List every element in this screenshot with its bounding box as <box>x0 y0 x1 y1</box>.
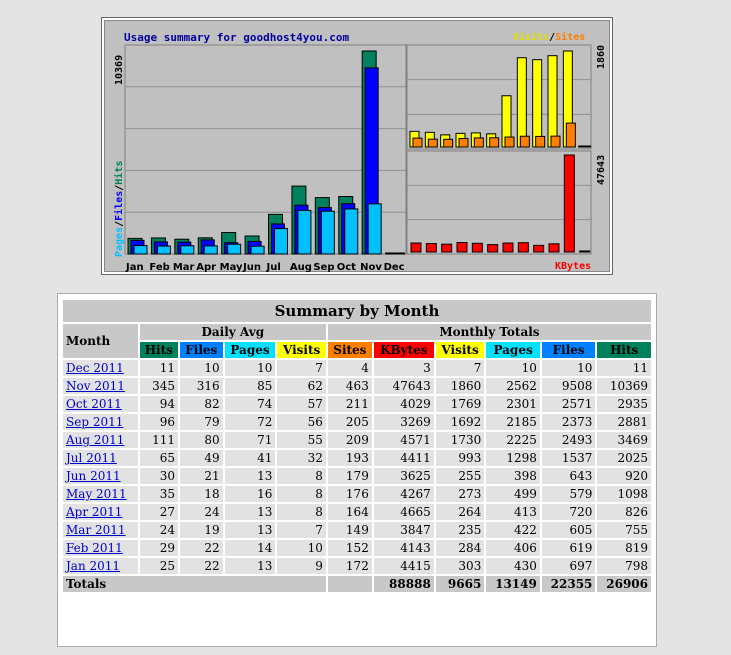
value-cell: 80 <box>180 432 223 448</box>
sites-bar <box>520 136 529 147</box>
value-cell: 1860 <box>436 378 485 394</box>
legend-sep: / <box>114 184 125 191</box>
sites-bar <box>505 137 514 147</box>
value-cell: 3269 <box>374 414 434 430</box>
value-cell: 2185 <box>486 414 540 430</box>
value-cell: 3847 <box>374 522 434 538</box>
value-cell: 316 <box>180 378 223 394</box>
value-cell: 71 <box>225 432 276 448</box>
value-cell: 463 <box>328 378 372 394</box>
value-cell: 10 <box>542 360 596 376</box>
value-cell: 4029 <box>374 396 434 412</box>
value-cell: 1537 <box>542 450 596 466</box>
table-row <box>63 558 651 574</box>
pages-bar <box>204 246 217 254</box>
value-cell: 4665 <box>374 504 434 520</box>
pages-bar <box>134 246 147 254</box>
column-header-hits-monthly: Hits <box>597 342 651 358</box>
left-max-label: 10369 <box>114 54 125 85</box>
pages-bar <box>345 209 358 254</box>
sites-bar <box>582 146 591 147</box>
value-cell: 993 <box>436 450 485 466</box>
month-tick-label: Mar <box>172 262 195 273</box>
value-cell: 72 <box>225 414 276 430</box>
visits-bar <box>533 60 542 147</box>
pages-bar <box>321 211 334 254</box>
month-link[interactable]: Mar 2011 <box>66 523 126 537</box>
value-cell: 826 <box>597 504 651 520</box>
pages-bar <box>228 244 241 254</box>
graph-title: Usage summary for goodhost4you.com <box>124 31 350 44</box>
value-cell: 13 <box>225 504 276 520</box>
value-cell: 82 <box>180 396 223 412</box>
month-link[interactable]: Apr 2011 <box>66 505 123 519</box>
month-link[interactable]: Nov 2011 <box>66 379 125 393</box>
legend-pages: Pages <box>114 226 125 257</box>
value-cell: 11 <box>597 360 651 376</box>
value-cell: 19 <box>180 522 223 538</box>
value-cell: 10369 <box>597 378 651 394</box>
value-cell: 619 <box>542 540 596 556</box>
kbytes-bar <box>457 243 467 252</box>
value-cell: 2935 <box>597 396 651 412</box>
totals-sites-blank <box>328 576 372 592</box>
value-cell: 27 <box>140 504 178 520</box>
value-cell: 25 <box>140 558 178 574</box>
month-link[interactable]: Jul 2011 <box>66 451 117 465</box>
value-cell: 13 <box>225 522 276 538</box>
month-link[interactable]: May 2011 <box>66 487 127 501</box>
kbytes-bar <box>442 244 452 252</box>
value-cell: 4571 <box>374 432 434 448</box>
value-cell: 176 <box>328 486 372 502</box>
value-cell: 7 <box>277 360 326 376</box>
totals-cell: 9665 <box>436 576 485 592</box>
table-row <box>63 522 651 538</box>
sites-bar <box>474 138 483 147</box>
value-cell: 9508 <box>542 378 596 394</box>
month-link[interactable]: Jun 2011 <box>66 469 121 483</box>
sites-bar <box>459 139 468 147</box>
monthly-totals-header: Monthly Totals <box>328 324 651 340</box>
value-cell: 345 <box>140 378 178 394</box>
value-cell: 2493 <box>542 432 596 448</box>
value-cell: 111 <box>140 432 178 448</box>
value-cell: 29 <box>140 540 178 556</box>
column-header-pages-daily: Pages <box>225 342 276 358</box>
month-tick-label: Sep <box>313 262 335 273</box>
pages-bar <box>275 229 288 254</box>
month-tick-label: Apr <box>196 262 217 273</box>
table-row <box>63 432 651 448</box>
value-cell: 264 <box>436 504 485 520</box>
daily-avg-header: Daily Avg <box>140 324 326 340</box>
month-cell <box>63 504 138 520</box>
table-row <box>63 486 651 502</box>
value-cell: 8 <box>277 504 326 520</box>
month-cell <box>63 432 138 448</box>
sites-bar <box>566 123 575 147</box>
value-cell: 819 <box>597 540 651 556</box>
value-cell: 697 <box>542 558 596 574</box>
table-row <box>63 414 651 430</box>
value-cell: 755 <box>597 522 651 538</box>
value-cell: 430 <box>486 558 540 574</box>
value-cell: 413 <box>486 504 540 520</box>
value-cell: 4143 <box>374 540 434 556</box>
value-cell: 49 <box>180 450 223 466</box>
summary-table <box>61 298 653 594</box>
usage-graph-panel <box>104 20 610 272</box>
value-cell: 8 <box>277 486 326 502</box>
month-link[interactable]: Dec 2011 <box>66 361 124 375</box>
value-cell: 920 <box>597 468 651 484</box>
legend-sep: / <box>549 32 556 43</box>
value-cell: 643 <box>542 468 596 484</box>
value-cell: 65 <box>140 450 178 466</box>
value-cell: 10 <box>277 540 326 556</box>
value-cell: 2373 <box>542 414 596 430</box>
value-cell: 2025 <box>597 450 651 466</box>
totals-label: Totals <box>63 576 326 592</box>
month-cell <box>63 468 138 484</box>
value-cell: 211 <box>328 396 372 412</box>
usage-graph-svg <box>105 21 611 273</box>
legend-sites: Sites <box>555 32 586 43</box>
usage-graph <box>101 17 613 275</box>
value-cell: 179 <box>328 468 372 484</box>
value-cell: 11 <box>140 360 178 376</box>
summary-by-month-panel <box>57 293 657 647</box>
value-cell: 14 <box>225 540 276 556</box>
value-cell: 149 <box>328 522 372 538</box>
legend-kbytes: KBytes <box>555 261 592 272</box>
month-tick-label: May <box>219 262 243 273</box>
visits-bar <box>548 56 557 147</box>
value-cell: 62 <box>277 378 326 394</box>
value-cell: 4267 <box>374 486 434 502</box>
totals-cell: 88888 <box>374 576 434 592</box>
kbytes-bar <box>472 243 482 252</box>
value-cell: 579 <box>542 486 596 502</box>
kbytes-bar <box>564 155 574 252</box>
table-title: Summary by Month <box>63 300 651 322</box>
value-cell: 16 <box>225 486 276 502</box>
right-bottom-max-label: 47643 <box>596 154 607 185</box>
sites-bar <box>428 139 437 147</box>
value-cell: 499 <box>486 486 540 502</box>
value-cell: 24 <box>180 504 223 520</box>
visits-bar <box>517 58 526 147</box>
value-cell: 209 <box>328 432 372 448</box>
pages-bar <box>157 246 170 254</box>
totals-cell: 13149 <box>486 576 540 592</box>
value-cell: 32 <box>277 450 326 466</box>
left-legend <box>114 161 125 257</box>
kbytes-bar <box>426 244 436 252</box>
month-tick-label: Jul <box>266 262 281 273</box>
value-cell: 2225 <box>486 432 540 448</box>
value-cell: 10 <box>180 360 223 376</box>
month-tick-label: Nov <box>360 262 382 273</box>
value-cell: 605 <box>542 522 596 538</box>
month-tick-label: Jan <box>126 262 144 273</box>
value-cell: 24 <box>140 522 178 538</box>
column-header-files-monthly: Files <box>542 342 596 358</box>
month-tick-label: Dec <box>383 262 405 273</box>
month-link[interactable]: Sep 2011 <box>66 415 124 429</box>
column-header-visits-monthly: Visits <box>436 342 485 358</box>
value-cell: 273 <box>436 486 485 502</box>
value-cell: 1730 <box>436 432 485 448</box>
value-cell: 3469 <box>597 432 651 448</box>
month-tick-label: Aug <box>289 262 312 273</box>
month-cell <box>63 360 138 376</box>
value-cell: 4415 <box>374 558 434 574</box>
legend-files: Files <box>114 190 125 221</box>
month-header: Month <box>63 324 138 358</box>
kbytes-bar <box>534 245 544 252</box>
month-cell <box>63 378 138 394</box>
legend-sep: / <box>114 220 125 227</box>
value-cell: 235 <box>436 522 485 538</box>
table-row <box>63 360 651 376</box>
value-cell: 2301 <box>486 396 540 412</box>
kbytes-bar <box>580 251 590 252</box>
kbytes-bar <box>518 243 528 252</box>
value-cell: 22 <box>180 540 223 556</box>
month-link[interactable]: Oct 2011 <box>66 397 122 411</box>
sites-bar <box>413 138 422 147</box>
totals-cell: 22355 <box>542 576 596 592</box>
value-cell: 10 <box>486 360 540 376</box>
value-cell: 3625 <box>374 468 434 484</box>
kbytes-bar <box>549 244 559 252</box>
value-cell: 406 <box>486 540 540 556</box>
legend-visits: Visits <box>513 32 550 43</box>
value-cell: 94 <box>140 396 178 412</box>
month-cell <box>63 414 138 430</box>
value-cell: 85 <box>225 378 276 394</box>
value-cell: 4411 <box>374 450 434 466</box>
month-link[interactable]: Aug 2011 <box>66 433 125 447</box>
sites-bar <box>444 139 453 147</box>
value-cell: 41 <box>225 450 276 466</box>
table-row <box>63 378 651 394</box>
column-header-hits-daily: Hits <box>140 342 178 358</box>
right-bottom-plot-area <box>407 151 591 254</box>
right-top-max-label: 1860 <box>596 44 607 69</box>
value-cell: 79 <box>180 414 223 430</box>
month-tick-label: Jun <box>243 262 262 273</box>
sites-bar <box>536 136 545 147</box>
value-cell: 193 <box>328 450 372 466</box>
month-cell <box>63 450 138 466</box>
column-header-kbytes-monthly: KBytes <box>374 342 434 358</box>
month-cell <box>63 540 138 556</box>
value-cell: 18 <box>180 486 223 502</box>
value-cell: 47643 <box>374 378 434 394</box>
value-cell: 152 <box>328 540 372 556</box>
value-cell: 56 <box>277 414 326 430</box>
value-cell: 720 <box>542 504 596 520</box>
right-top-legend <box>513 32 585 43</box>
value-cell: 164 <box>328 504 372 520</box>
month-cell <box>63 558 138 574</box>
value-cell: 284 <box>436 540 485 556</box>
value-cell: 1298 <box>486 450 540 466</box>
column-header-pages-monthly: Pages <box>486 342 540 358</box>
value-cell: 398 <box>486 468 540 484</box>
value-cell: 10 <box>225 360 276 376</box>
value-cell: 1692 <box>436 414 485 430</box>
totals-cell: 26906 <box>597 576 651 592</box>
value-cell: 30 <box>140 468 178 484</box>
table-row <box>63 540 651 556</box>
value-cell: 22 <box>180 558 223 574</box>
month-tick-label: Feb <box>149 262 170 273</box>
value-cell: 55 <box>277 432 326 448</box>
value-cell: 303 <box>436 558 485 574</box>
table-row <box>63 504 651 520</box>
pages-bar <box>181 246 194 254</box>
kbytes-bar <box>411 243 421 252</box>
month-cell <box>63 486 138 502</box>
value-cell: 205 <box>328 414 372 430</box>
value-cell: 3 <box>374 360 434 376</box>
value-cell: 2881 <box>597 414 651 430</box>
value-cell: 35 <box>140 486 178 502</box>
column-header-sites-monthly: Sites <box>328 342 372 358</box>
month-cell <box>63 522 138 538</box>
kbytes-bar <box>503 243 513 252</box>
column-header-visits-daily: Visits <box>277 342 326 358</box>
value-cell: 798 <box>597 558 651 574</box>
value-cell: 2562 <box>486 378 540 394</box>
value-cell: 255 <box>436 468 485 484</box>
kbytes-bar <box>488 245 498 252</box>
value-cell: 74 <box>225 396 276 412</box>
table-row <box>63 450 651 466</box>
pages-bar <box>368 204 381 254</box>
value-cell: 57 <box>277 396 326 412</box>
column-header-files-daily: Files <box>180 342 223 358</box>
month-tick-label: Oct <box>336 262 356 273</box>
table-row <box>63 396 651 412</box>
legend-hits: Hits <box>114 160 125 185</box>
value-cell: 2571 <box>542 396 596 412</box>
pages-bar <box>298 210 311 254</box>
value-cell: 13 <box>225 468 276 484</box>
value-cell: 1769 <box>436 396 485 412</box>
value-cell: 13 <box>225 558 276 574</box>
month-link[interactable]: Feb 2011 <box>66 541 123 555</box>
value-cell: 7 <box>277 522 326 538</box>
pages-bar <box>392 253 405 254</box>
value-cell: 21 <box>180 468 223 484</box>
value-cell: 8 <box>277 468 326 484</box>
pages-bar <box>251 246 264 254</box>
month-cell <box>63 396 138 412</box>
value-cell: 172 <box>328 558 372 574</box>
sites-bar <box>551 136 560 147</box>
value-cell: 4 <box>328 360 372 376</box>
value-cell: 9 <box>277 558 326 574</box>
sites-bar <box>490 138 499 147</box>
value-cell: 96 <box>140 414 178 430</box>
value-cell: 422 <box>486 522 540 538</box>
table-row <box>63 468 651 484</box>
value-cell: 7 <box>436 360 485 376</box>
month-link[interactable]: Jan 2011 <box>66 559 121 573</box>
value-cell: 1098 <box>597 486 651 502</box>
